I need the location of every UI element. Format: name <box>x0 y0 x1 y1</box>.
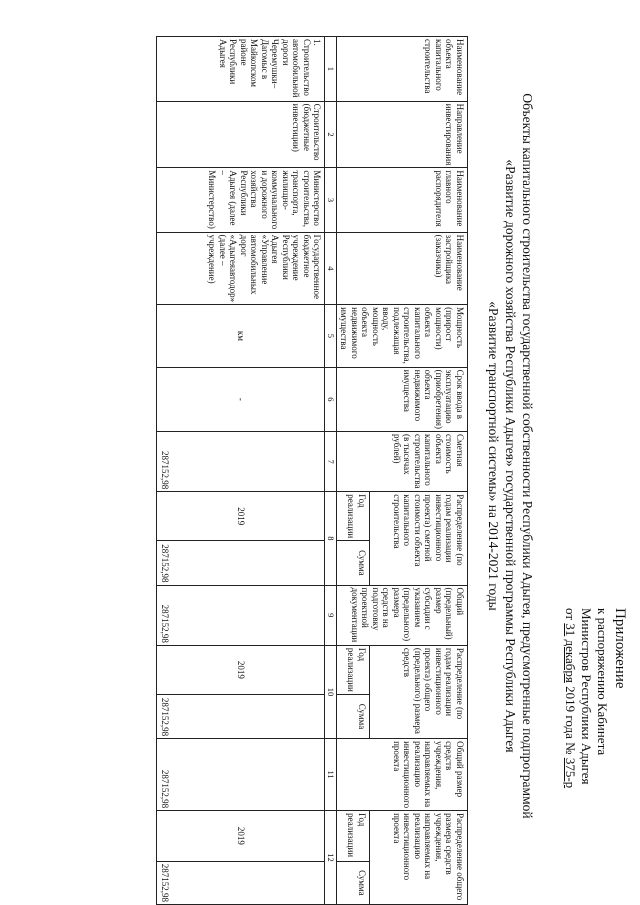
appendix-heading: Приложение <box>612 608 628 689</box>
appendix-date <box>562 608 578 878</box>
subheader-sum-2: Сумма <box>337 694 370 738</box>
subheader-sum-3: Сумма <box>337 861 370 904</box>
cell-year-1: 2019 <box>157 492 325 541</box>
document-title <box>485 24 536 888</box>
header-object-name: Наименование объекта капитального строительства <box>337 37 468 102</box>
column-number: 6 <box>325 367 337 431</box>
column-number: 10 <box>325 645 337 738</box>
order-number: 375-р <box>563 757 578 789</box>
date-prefix: от <box>563 608 578 621</box>
title-line-2: «Развитие дорожного хозяйства Республики Адыгея» государственной программы Республики Адыгея <box>503 159 518 753</box>
header-developer: Наименование застройщика (заказчика) <box>337 232 468 304</box>
header-commission-term: Срок ввода в эксплуатацию (приобретения) объекта недвижимого имущества <box>337 367 468 431</box>
subheader-year-1: Год реализации <box>337 492 370 541</box>
cell-capacity: км <box>157 305 325 367</box>
appendix-block <box>562 608 628 878</box>
column-number: 1 <box>325 37 337 102</box>
header-funds-distribution: Распределение (по годам реализации инвестиционного проекта) общего (предельного) размера средств <box>369 645 467 738</box>
title-line-1: Объекты капитального строительства государственной собственности Республики Адыгея, предусмотренные подпрограммой <box>520 93 535 819</box>
column-number: 11 <box>325 739 337 811</box>
appendix-line-1: к распоряжению Кабинета <box>595 608 610 756</box>
appendix-line-2: Министров Республики Адыгея <box>579 608 594 785</box>
column-number: 5 <box>325 305 337 367</box>
cell-manager: Министерство строительства, транспорта, жилищно-коммунального и дорожного хозяйства Республики Адыгея (далее – Министерство) <box>157 168 325 232</box>
header-subsidy-size: Общий (предельный) размер субсидии с указанием (предельного) размера средств на подготовку проектной документации <box>337 585 468 645</box>
cell-direction: Строительство (бюджетные инвестиции) <box>157 101 325 168</box>
header-institution-funds: Общий размер средств учреждения, направляемых на реализацию инвестиционного проекта <box>337 739 468 811</box>
column-number: 7 <box>325 432 337 492</box>
column-number-row <box>325 37 337 905</box>
subheader-year-3: Год реализации <box>337 811 370 862</box>
header-institution-distribution: Распределение общего размера средств учреждения, направляемых на реализацию инвестиционного проекта <box>369 811 467 905</box>
table-row <box>157 37 325 905</box>
objects-table <box>157 36 469 905</box>
cell-year-3: 2019 <box>157 811 325 862</box>
column-number: 8 <box>325 492 337 585</box>
column-number: 9 <box>325 585 337 645</box>
cell-sum-1: 287152,98 <box>157 541 325 585</box>
date-month: декабря <box>563 639 578 683</box>
header-manager: Наименование главного распорядителя <box>337 168 468 232</box>
cell-institution-funds: 287152,98 <box>157 739 325 811</box>
cell-developer: Государственное бюджетное учреждение Республики Адыгея «Управление автомобильных дорог «Адыгеяавтодор» (далее – учреждение) <box>157 232 325 304</box>
cell-commission-term: - <box>157 367 325 431</box>
header-estimated-cost: Сметная стоимость объекта капитального строительства (в тысячах рублей) <box>337 432 468 492</box>
cell-estimated-cost: 287152,98 <box>157 432 325 492</box>
cell-subsidy-size: 287152,98 <box>157 585 325 645</box>
title-line-3: «Развитие транспортной системы» на 2014-2021 годы <box>486 301 501 611</box>
cell-sum-2: 287152,98 <box>157 694 325 738</box>
column-number: 3 <box>325 168 337 232</box>
subheader-year-2: Год реализации <box>337 645 370 694</box>
column-number: 4 <box>325 232 337 304</box>
header-cost-distribution: Распределение (по годам реализации инвестиционного проекта) сметной стоимости объекта капитального строительства <box>369 492 467 585</box>
cell-object-name: 1. Строительство автомобильной дороги Черемушки–Дагомыс в Майкопском районе Республики Адыгея <box>157 37 325 102</box>
cell-sum-3: 287152,98 <box>157 861 325 904</box>
date-suffix: 2019 года № <box>563 686 578 755</box>
column-number: 2 <box>325 101 337 168</box>
header-capacity: Мощность (прирост мощности) объекта капитального строительства, подлежащая вводу, мощность объекта недвижимого имущества <box>337 305 468 367</box>
header-direction: Направление инвестирования <box>337 101 468 168</box>
subheader-sum-1: Сумма <box>337 541 370 585</box>
cell-year-2: 2019 <box>157 645 325 694</box>
header-row <box>369 37 467 905</box>
date-day: 31 <box>563 623 578 637</box>
column-number: 12 <box>325 811 337 905</box>
